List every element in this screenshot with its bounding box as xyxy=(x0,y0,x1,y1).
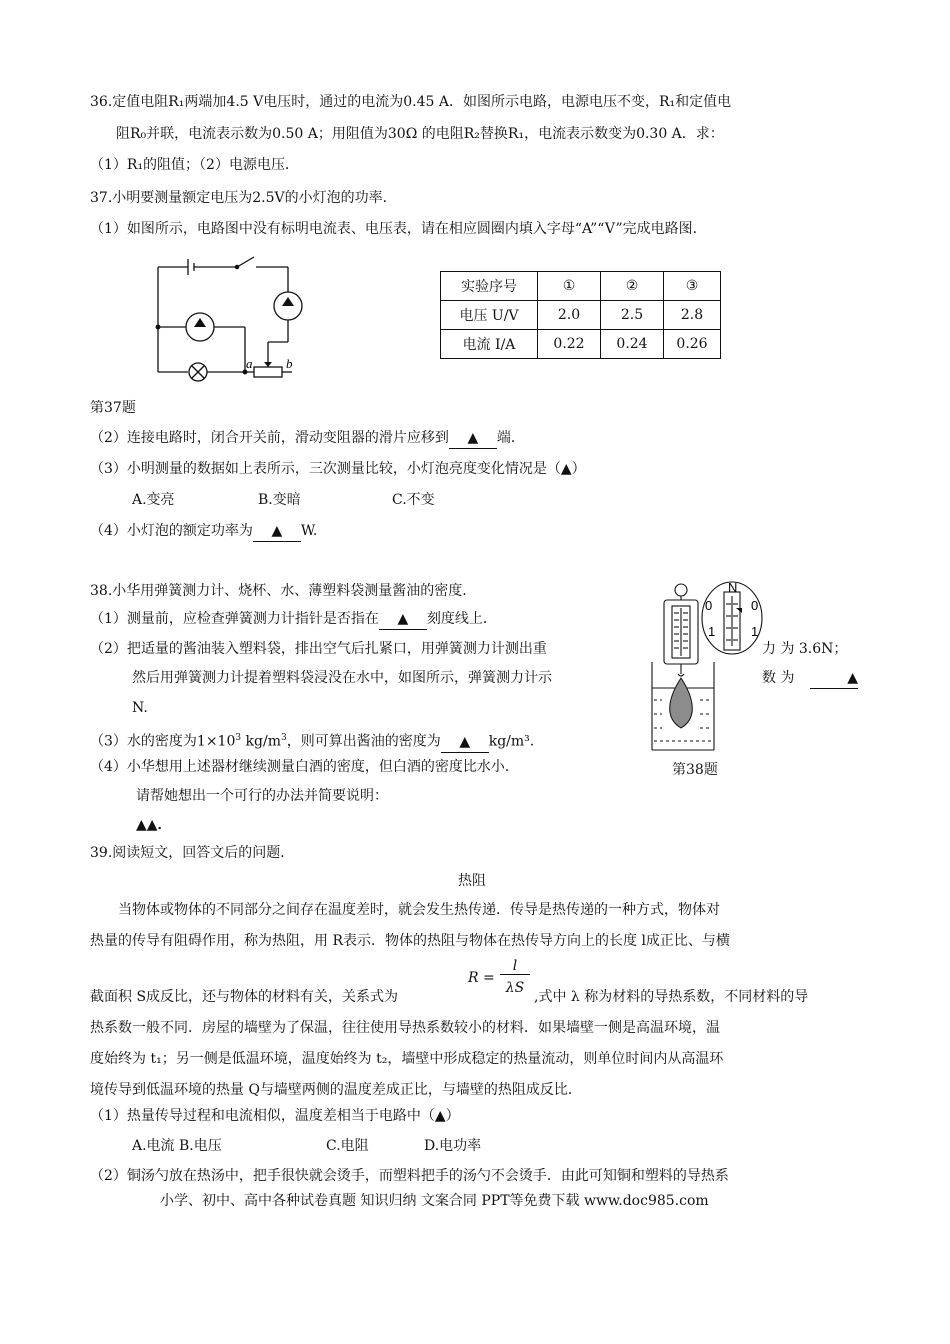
dial-label-1-right: 1 xyxy=(751,624,759,639)
table-header-cell: ③ xyxy=(664,272,721,301)
table-header-cell: ② xyxy=(601,272,664,301)
q37-p3-option-a: A.变亮 xyxy=(132,492,175,508)
q39-para4: 热系数一般不同．房屋的墙壁为了保温，往往使用导热系数较小的材料．如果墙壁一侧是高温环境，温 xyxy=(90,1020,720,1036)
q39-q1-option-ab: A.电流 B.电压 xyxy=(132,1138,222,1154)
q39-para3b: ,式中 λ 称为材料的导热系数，不同材料的导 xyxy=(534,989,809,1005)
q37-p2-text: （2）连接电路时，闭合开关前，滑动变阻器的滑片应移到 xyxy=(90,430,449,446)
dial-label-1-left: 1 xyxy=(708,624,716,639)
q38-p2a-tail: 力 为 3.6N； xyxy=(762,641,848,657)
q37-p4-answer-blank: ▲ xyxy=(253,521,301,542)
table-cell: 2.5 xyxy=(601,301,664,330)
q36-line3: （1）R₁的阻值；（2）电源电压． xyxy=(90,157,299,173)
q38-title: 38.小华用弹簧测力计、烧杯、水、薄塑料袋测量酱油的密度． xyxy=(90,583,477,599)
rheostat-label-b: b xyxy=(286,356,293,371)
q37-p2-answer-blank: ▲ xyxy=(449,428,497,449)
table-header-cell: 实验序号 xyxy=(441,272,538,301)
table-cell: 2.8 xyxy=(664,301,721,330)
dial-unit-n: N xyxy=(728,580,738,595)
q39-para1: 当物体或物体的不同部分之间存在温度差时，就会发生热传递．传导是热传递的一种方式，物体对 xyxy=(118,902,720,918)
q37-p3-option-b: B.变暗 xyxy=(258,492,301,508)
q38-p3-tail: kg/m³. xyxy=(488,733,535,750)
q37-data-table xyxy=(440,271,721,359)
q38-p3-exp2: 3 xyxy=(280,733,287,743)
q38-p3 xyxy=(90,728,534,753)
q38-p2-blank-line xyxy=(810,668,858,689)
q39-q1-option-c: C.电阻 xyxy=(326,1138,369,1154)
q37-p4-tail: W. xyxy=(300,523,318,539)
q39-para2: 热量的传导有阻碍作用，称为热阻，用 R表示．物体的热阻与物体在热传导方向上的长度 l成正比、与横 xyxy=(90,933,730,949)
q38-p4: （4）小华想用上述器材继续测量白酒的密度，但白酒的密度比水小． xyxy=(90,759,519,775)
q37-p2-tail: 端． xyxy=(496,430,525,446)
formula-lhs: R = xyxy=(468,970,495,986)
table-cell: 0.26 xyxy=(664,330,721,359)
q37-circuit-diagram xyxy=(150,250,310,390)
soy-sauce-bag xyxy=(670,678,693,728)
q39-para3: 截面积 S成反比，还与物体的材料有关，关系式为 xyxy=(90,989,399,1005)
q38-spring-scale-figure xyxy=(642,578,777,758)
q37-title: 37.小明要测量额定电压为2.5V的小灯泡的功率． xyxy=(90,190,397,206)
rheostat-label-a: a xyxy=(246,356,253,371)
q38-p3-answer-blank: ▲ xyxy=(441,732,489,753)
q37-p3: （3）小明测量的数据如上表所示，三次测量比较，小灯泡亮度变化情况是（▲） xyxy=(90,461,586,477)
q38-p1 xyxy=(90,609,497,630)
q38-p4-answer: ▲▲． xyxy=(136,817,172,833)
table-header-row xyxy=(441,272,721,301)
q39-q1-option-d: D.电功率 xyxy=(424,1138,482,1154)
table-cell: 0.22 xyxy=(538,330,601,359)
table-cell: 电压 U/V xyxy=(441,301,538,330)
q38-p2c: N. xyxy=(132,700,148,716)
q37-p4-text: （4）小灯泡的额定功率为 xyxy=(90,523,253,539)
q38-p3-text: （3）水的密度为1×10 xyxy=(90,733,236,750)
q39-title: 39.阅读短文，回答文后的问题． xyxy=(90,845,295,861)
q37-figure-label: 第37题 xyxy=(90,400,136,416)
q38-p1-tail: 刻度线上． xyxy=(426,611,497,627)
q37-p1: （1）如图所示，电路图中没有标明电流表、电压表，请在相应圆圈内填入字母“A”“V”完成电路图． xyxy=(90,221,707,237)
q39-q2: （2）铜汤勺放在热汤中，把手很快就会烫手，而塑料把手的汤勺不会烫手．由此可知铜和塑料的导热系 xyxy=(90,1168,729,1184)
q38-p4b: 请帮她想出一个可行的办法并简要说明： xyxy=(136,788,388,804)
dial-label-0-left: 0 xyxy=(705,598,713,613)
q38-p2a: （2）把适量的酱油装入塑料袋，排出空气后扎紧口，用弹簧测力计测出重 xyxy=(90,641,547,657)
table-cell: 2.0 xyxy=(538,301,601,330)
table-header-cell: ① xyxy=(538,272,601,301)
q38-p3-exp: 3 xyxy=(235,733,242,743)
page-footer: 小学、初中、高中各种试卷真题 知识归纳 文案合同 PPT等免费下载 www.doc985.com xyxy=(160,1193,709,1209)
q36-line1: 36.定值电阻R₁两端加4.5 V电压时，通过的电流为0.45 A．如图所示电路，电源电压不变，R₁和定值电 xyxy=(90,94,732,110)
q39-q1: （1）热量传导过程和电流相似，温度差相当于电路中（▲） xyxy=(90,1108,460,1124)
q38-p3-unit: kg/m xyxy=(241,733,281,750)
q37-p2 xyxy=(90,428,525,449)
q38-p2-answer-blank: ▲ xyxy=(810,668,858,689)
q38-p1-text: （1）测量前，应检查弹簧测力计指针是否指在 xyxy=(90,611,379,627)
q36-line2: 阻R₀并联，电流表示数为0.50 A；用阻值为30Ω 的电阻R₂替换R₁，电流表示数变为0.30 A．求： xyxy=(116,126,724,142)
q38-figure-label: 第38题 xyxy=(672,762,718,778)
q39-heading: 热阻 xyxy=(458,873,486,889)
q38-p3-mid: ，则可算出酱油的密度为 xyxy=(286,733,441,750)
formula-denominator: λS xyxy=(505,980,525,996)
table-row xyxy=(441,301,721,330)
q38-p2b: 然后用弹簧测力计提着塑料袋浸没在水中，如图所示，弹簧测力计示 xyxy=(132,670,552,686)
q37-p3-option-c: C.不变 xyxy=(392,492,435,508)
q39-para5: 度始终为 t₁；另一侧是低温环境，温度始终为 t₂，墙壁中形成稳定的热量流动，则单位时间内从高温环 xyxy=(90,1051,724,1067)
table-cell: 0.24 xyxy=(601,330,664,359)
q39-para6: 境传导到低温环境的热量 Q与墙壁两侧的温度差成正比，与墙壁的热阻成反比． xyxy=(90,1082,582,1098)
q38-p1-answer-blank: ▲ xyxy=(379,609,427,630)
table-cell: 电流 I/A xyxy=(441,330,538,359)
dial-label-0-right: 0 xyxy=(751,598,759,613)
q38-p2b-tail: 数 为 xyxy=(762,670,795,686)
table-row xyxy=(441,330,721,359)
formula-numerator: l xyxy=(500,958,530,975)
q37-p4 xyxy=(90,521,317,542)
